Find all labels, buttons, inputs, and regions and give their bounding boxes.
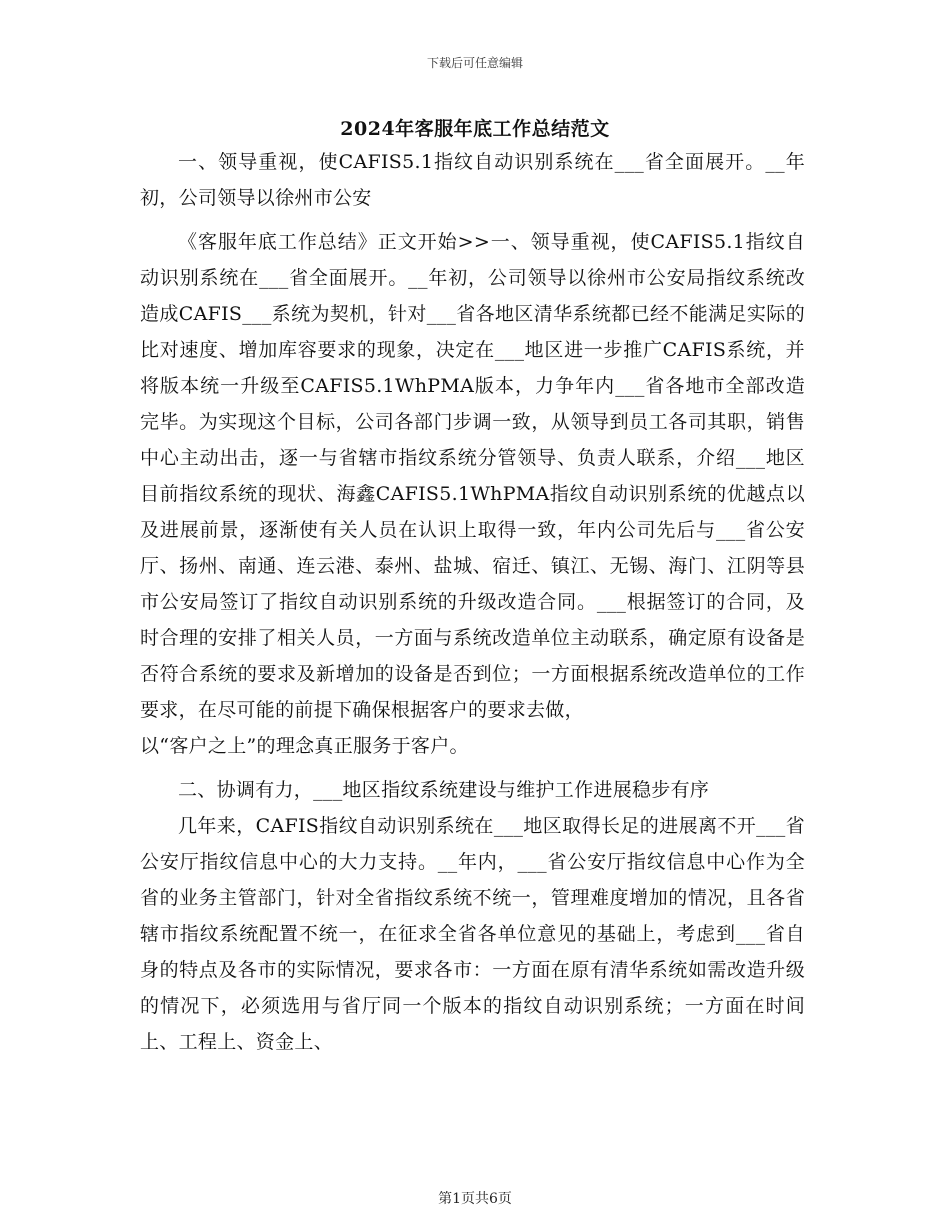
paragraph-section-2: 几年来，CAFIS指纹自动识别系统在___地区取得长足的进展离不开___省公安厅指纹信息中心的大力支持。__年内，___省公安厅指纹信息中心作为全省的业务主管部门，针对全省指纹系统不统一，管理难度增加的情况，且各省辖市指纹系统配置不统一，在征求全省各单位意见的基础上，考虑到___省自身的特点及各市的实际情况，要求各市：一方面在原有清华系统如需改造升级的情况下，必须选用与省厅同一个版本的指纹自动识别系统；一方面在时间上、工程上、资金上、 (140, 815, 805, 1053)
document-body (140, 144, 805, 1060)
page-number: 第1页共6页 (438, 1191, 512, 1207)
paragraph-intro: 一、领导重视，使CAFIS5.1指纹自动识别系统在___省全面展开。__年初，公司领导以徐州市公安 (140, 151, 805, 209)
paragraph-main-end: 以“客户之上”的理念真正服务于客户。 (140, 735, 469, 757)
header-note: 下载后可任意编辑 (426, 56, 523, 70)
paragraph-main: 《客服年底工作总结》正文开始>>一、领导重视，使CAFIS5.1指纹自动识别系统在___省全面展开。__年初，公司领导以徐州市公安局指纹系统改造成CAFIS___系统为契机，针对___省各地区清华系统都已经不能满足实际的比对速度、增加库容要求的现象，决定在___地区进一步推广CAFIS系统，并将版本统一升级至CAFIS5.1WhPMA版本，力争年内___省各地市全部改造完毕。为实现这个目标，公司各部门步调一致，从领导到员工各司其职，销售中心主动出击，逐一与省辖市指纹系统分管领导、负责人联系，介绍___地区目前指纹系统的现状、海鑫CAFIS5.1WhPMA指纹自动识别系统的优越点以及进展前景，逐渐使有关人员在认识上取得一致，年内公司先后与___省公安厅、扬州、南通、连云港、泰州、盐城、宿迁、镇江、无锡、海门、江阴等县市公安局签订了指纹自动识别系统的升级改造合同。___根据签订的合同，及时合理的安排了相关人员，一方面与系统改造单位主动联系，确定原有设备是否符合系统的要求及新增加的设备是否到位；一方面根据系统改造单位的工作要求，在尽可能的前提下确保根据客户的要求去做， (140, 231, 805, 721)
section-heading-2: 二、协调有力，___地区指纹系统建设与维护工作进展稳步有序 (178, 779, 710, 801)
document-title: 2024年客服年底工作总结范文 (340, 118, 610, 140)
